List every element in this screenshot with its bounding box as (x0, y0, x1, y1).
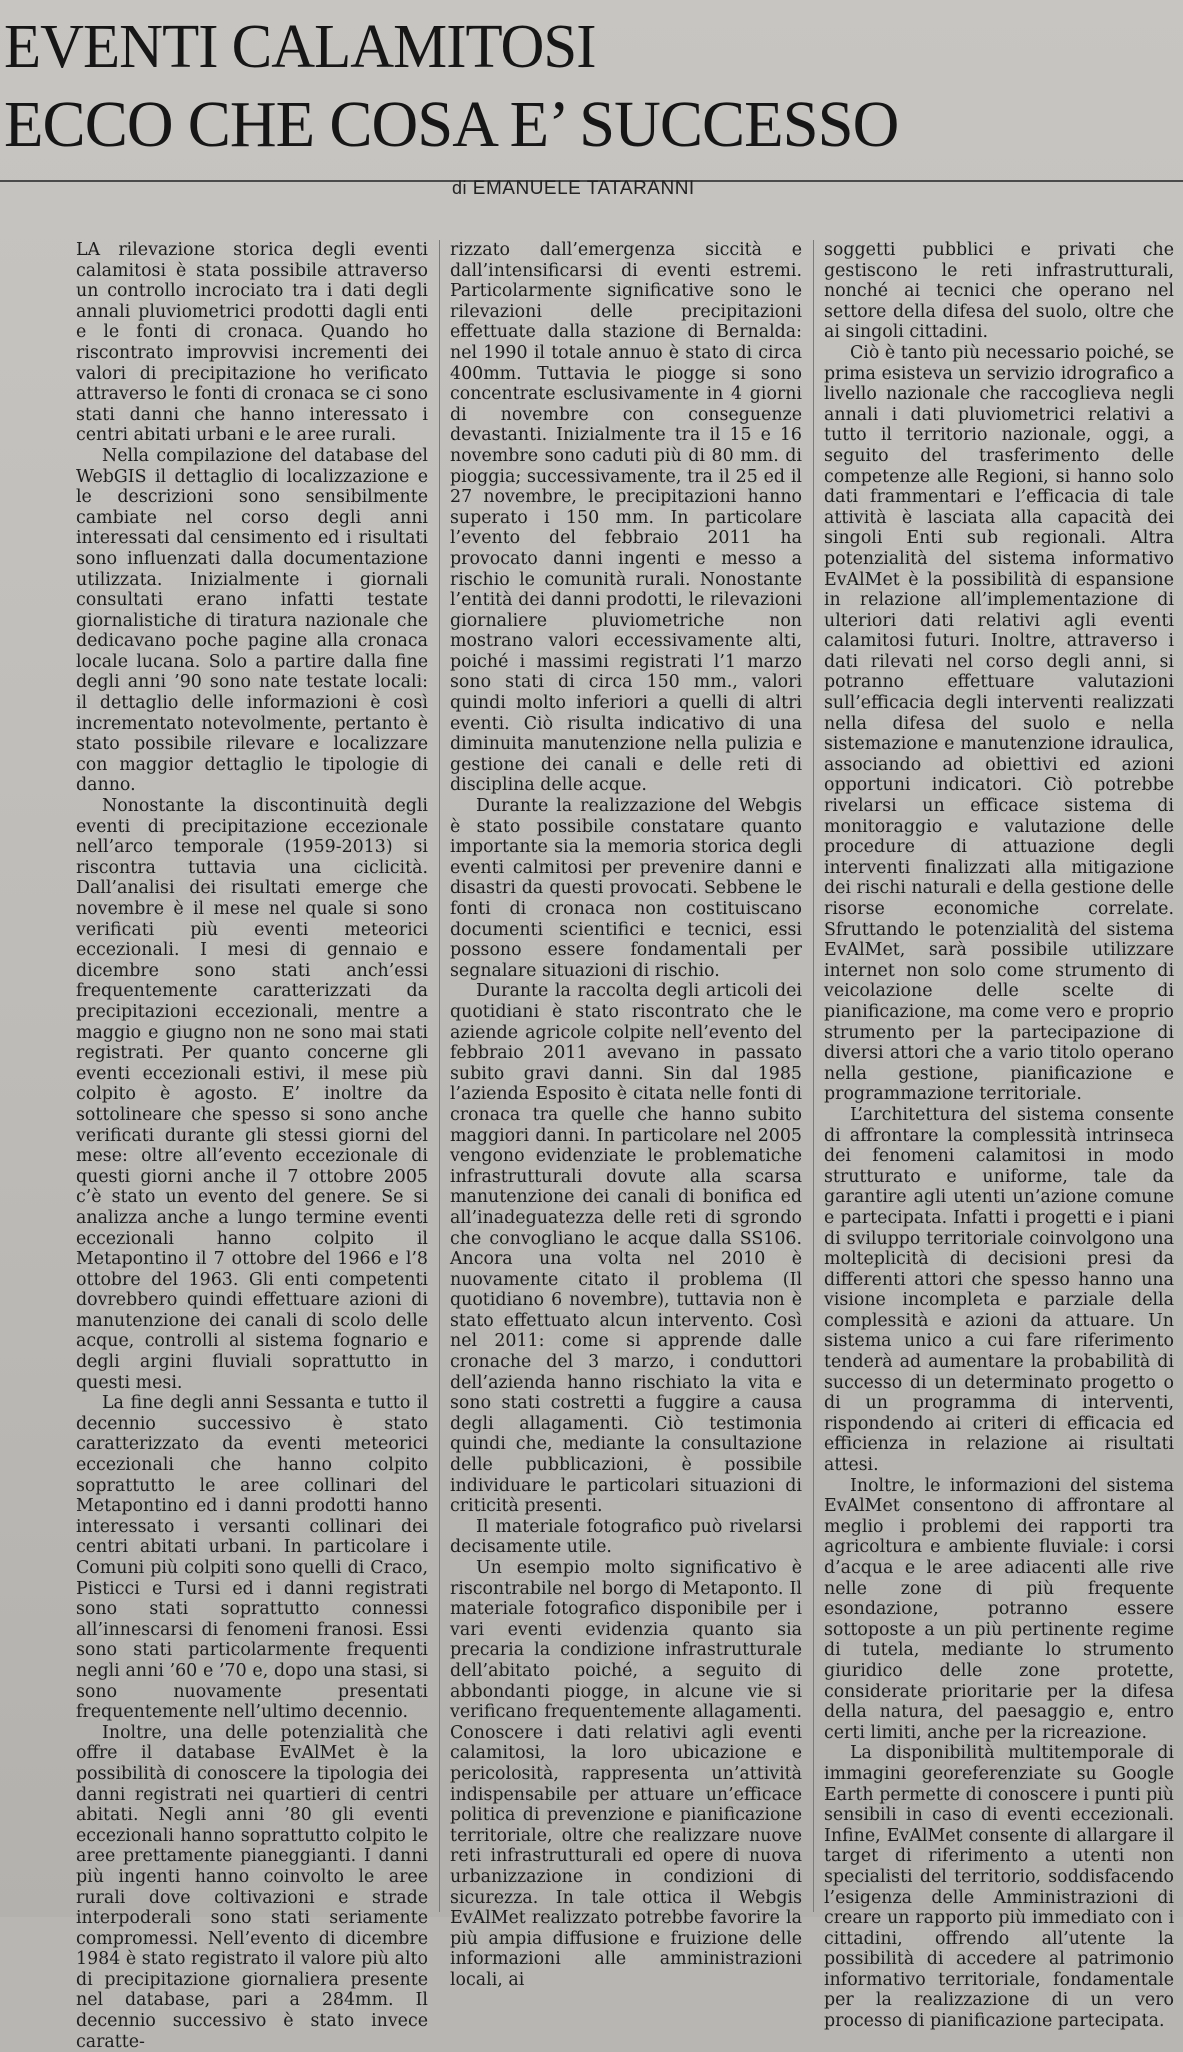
paragraph: Durante la realizzazione del Webgis è stato possibile constatare quanto importante sia la memoria storica degli eventi calmitosi per prevenire danni e disastri da questi provocati. Sebbene le fonti di cronaca non costituiscano documenti scientifici e tecnici, essi possono essere fondamentali per segnalare situazioni di rischio. (450, 796, 802, 981)
paragraph: La fine degli anni Sessanta e tutto il decennio successivo è stato caratterizzato da eventi meteorici eccezionali che hanno colpito soprattutto le aree collinari del Metapontino ed i danni prodotti hanno interessato i versanti collinari dei centri abitati urbani. In particolare i Comuni più colpiti sono quelli di Craco, Pisticci e Tursi ed i danni registrati sono stati soprattutto connessi all’innescarsi di fenomeni franosi. Essi sono stati particolarmente frequenti negli anni ’60 e ’70 e, dopo una stasi, si sono nuovamente presentati frequentemente nell’ultimo decennio. (76, 1393, 428, 1723)
paragraph: La disponibilità multitemporale di immagini georeferenziate su Google Earth permette di conoscere i punti più sensibili in caso di eventi eccezionali. Infine, EvAlMet consente di allargare il target di riferimento a utenti non specialisti del territorio, soddisfacendo l’esigenza delle Amministrazioni di creare un rapporto più immediato con i cittadini, offrendo all’utente la possibilità di accedere al patrimonio informativo territoriale, fondamentale per la realizzazione di un vero processo di pianificazione partecipata. (824, 1743, 1174, 2032)
byline-prefix: di (452, 178, 468, 198)
article-column-3 (824, 240, 1174, 2032)
byline (452, 178, 695, 200)
paragraph: Il materiale fotografico può rivelarsi decisamente utile. (450, 1516, 802, 1558)
paragraph: L’architettura del sistema consente di affrontare la complessità intrinseca dei fenomeni calamitosi in modo strutturato e uniforme, tale da garantire agli utenti un’azione comune e partecipata. Infatti i progetti e i piani di sviluppo territoriale coinvolgono una molteplicità di decisioni presi da differenti attori che spesso hanno una visione incompleta e parziale della complessità e azioni da attuare. Un sistema unico a cui fare riferimento tenderà ad aumentare la probabilità di successo di un determinato progetto o di un programma di interventi, rispondendo ai criteri di efficacia ed efficienza in relazione ai risultati attesi. (824, 1104, 1174, 1476)
headline-line-2: ECCO CHE COSA E’ SUCCESSO (4, 88, 899, 161)
article-column-2 (450, 240, 802, 1990)
article-column-1 (76, 240, 428, 2052)
paragraph: Nella compilazione del database del WebGIS il dettaglio di localizzazione e le descrizioni sono sensibilmente cambiate nel corso degli anni interessati dal censimento ed i risultati sono influenzati dalla documentazione utilizzata. Inizialmente i giornali consultati erano infatti testate giornalistiche di tiratura nazionale che dedicavano poche pagine alla cronaca locale lucana. Solo a partire dalla fine degli anni ’90 sono nate testate locali: il dettaglio delle informazioni è così incrementato notevolmente, pertanto è stato possibile rilevare e localizzare con maggior dettaglio le tipologie di danno. (76, 445, 428, 796)
article-body (76, 240, 1174, 2052)
paragraph: soggetti pubblici e privati che gestiscono le reti infrastrutturali, nonché ai tecnici che operano nel settore della difesa del suolo, oltre che ai singoli cittadini. (824, 240, 1174, 343)
paragraph: Durante la raccolta degli articoli dei quotidiani è stato riscontrato che le aziende agricole colpite nell’evento del febbraio 2011 avevano in passato subito gravi danni. Sin dal 1985 l’azienda Esposito è citata nelle fonti di cronaca tra quelle che hanno subito maggiori danni. In particolare nel 2005 vengono evidenziate le problematiche infrastrutturali dovute alla scarsa manutenzione dei canali di bonifica ed all’inadeguatezza delle reti di sgrondo che convogliano le acque dalla SS106. Ancora una volta nel 2010 è nuovamente citato il problema (Il quotidiano 6 novembre), tuttavia non è stato effettuato alcun intervento. Così nel 2011: come si apprende dalle cronache del 3 marzo, i conduttori dell’azienda hanno rischiato la vita e sono stati costretti a fuggire a causa degli allagamenti. Ciò testimonia quindi che, mediante la consultazione delle pubblicazioni, è possibile individuare le particolari situazioni di criticità presenti. (450, 981, 802, 1517)
paragraph: rizzato dall’emergenza siccità e dall’intensificarsi di eventi estremi. Particolarmente significative sono le rilevazioni delle precipitazioni effettuate dalla stazione di Bernalda: nel 1990 il totale annuo è stato di circa 400mm. Tuttavia le piogge si sono concentrate esclusivamente in 4 giorni di novembre con conseguenze devastanti. Inizialmente tra il 15 e 16 novembre sono caduti più di 80 mm. di pioggia; successivamente, tra il 25 ed il 27 novembre, le precipitazioni hanno superato i 150 mm. In particolare l’evento del febbraio 2011 ha provocato danni ingenti e messo a rischio le comunità rurali. Nonostante l’entità dei danni prodotti, le rilevazioni giornaliere pluviometriche non mostrano valori eccessivamente alti, poiché i massimi registrati l’1 marzo sono stati di circa 150 mm., valori quindi molto inferiori a quelli di altri eventi. Ciò risulta indicativo di una diminuita manutenzione nella pulizia e gestione dei canali e delle reti di disciplina delle acque. (450, 240, 802, 796)
paragraph: Ciò è tanto più necessario poiché, se prima esisteva un servizio idrografico a livello nazionale che raccoglieva negli annali i dati pluviometrici relativi a tutto il territorio nazionale, oggi, a seguito del trasferimento delle competenze alle Regioni, si hanno solo dati frammentari e l’efficacia di tale attività è lasciata alla capacità dei singoli Enti sub regionali. Altra potenzialità del sistema informativo EvAlMet è la possibilità di espansione in relazione all’implementazione di ulteriori dati relativi agli eventi calamitosi futuri. Inoltre, attraverso i dati rilevati nel corso degli anni, si potranno effettuare valutazioni sull’efficacia degli interventi realizzati nella difesa del suolo e nella sistemazione e manutenzione idraulica, associando ad obiettivi ed azioni opportuni indicatori. Ciò potrebbe rivelarsi un efficace sistema di monitoraggio e valutazione delle procedure di attuazione degli interventi finalizzati alla mitigazione dei rischi naturali e della gestione delle risorse economiche correlate. Sfruttando le potenzialità del sistema EvAlMet, sarà possibile utilizzare internet non solo come strumento di veicolazione delle scelte di pianificazione, ma come vero e proprio strumento per la partecipazione di diversi attori che a vario titolo operano nella gestione, pianificazione e programmazione territoriale. (824, 342, 1174, 1105)
headline (4, 8, 898, 164)
byline-author: EMANUELE TATARANNI (472, 178, 695, 199)
paragraph: Un esempio molto significativo è riscontrabile nel borgo di Metaponto. Il materiale fotografico disponibile per i vari eventi evidenzia quanto sia precaria la condizione infrastrutturale dell’abitato poiché, a seguito di abbondanti piogge, in alcune vie si verificano frequentemente allagamenti. Conoscere i dati relativi agli eventi calamitosi, la loro ubicazione e pericolosità, rappresenta un’attività indispensabile per attuare un’efficace politica di prevenzione e pianificazione territoriale, oltre che realizzare nuove reti infrastrutturali ed opere di nuova urbanizzazione in condizioni di sicurezza. In tale ottica il Webgis EvAlMet realizzato potrebbe favorire la più ampia diffusione e fruizione delle informazioni alle amministrazioni locali, ai (450, 1558, 802, 1990)
paragraph: Inoltre, una delle potenzialità che offre il database EvAlMet è la possibilità di conoscere la tipologia dei danni registrati nei quartieri di centri abitati. Negli anni ’80 gli eventi eccezionali hanno soprattutto colpito le aree prettamente pianeggianti. I danni più ingenti hanno coinvolto le aree rurali dove coltivazioni e strade interpoderali sono stati seriamente compromessi. Nell’evento di dicembre 1984 è stato registrato il valore più alto di precipitazione giornaliera presente nel database, pari a 284mm. Il decennio successivo è stato invece caratte- (76, 1722, 428, 2052)
paragraph: Nonostante la discontinuità degli eventi di precipitazione eccezionale nell’arco temporale (1959-2013) si riscontra tuttavia una ciclicità. Dall’analisi dei risultati emerge che novembre è il mese nel quale si sono verificati più eventi meteorici eccezionali. I mesi di gennaio e dicembre sono stati anch’essi frequentemente caratterizzati da precipitazioni eccezionali, mentre a maggio e giugno non ne sono mai stati registrati. Per quanto concerne gli eventi eccezionali estivi, il mese più colpito è agosto. E’ inoltre da sottolineare che spesso si sono anche verificati durante gli stessi giorni del mese: oltre all’evento eccezionale di questi giorni anche il 7 ottobre 2005 c’è stato un evento del genere. Se si analizza anche a lungo termine eventi eccezionali hanno colpito il Metapontino il 7 ottobre del 1966 e l’8 ottobre del 1963. Gli enti competenti dovrebbero quindi effettuare azioni di manutenzione dei canali di scolo delle acque, controlli al sistema fognario e degli argini fluviali soprattutto in questi mesi. (76, 796, 428, 1393)
paragraph: Inoltre, le informazioni del sistema EvAlMet consentono di affrontare al meglio i problemi dei rapporti tra agricoltura e ambiente fluviale: i corsi d’acqua e le aree adiacenti alle rive nelle zone di più frequente esondazione, potranno essere sottoposte a un più pertinente regime di tutela, mediante lo strumento giuridico delle zone protette, considerate prioritarie per la difesa della natura, del paesaggio e, entro certi limiti, anche per la ricreazione. (824, 1475, 1174, 1743)
headline-line-1: EVENTI CALAMITOSI (4, 13, 596, 81)
paragraph: LA rilevazione storica degli eventi calamitosi è stata possibile attraverso un controllo incrociato tra i dati degli annali pluviometrici prodotti dagli enti e le fonti di cronaca. Quando ho riscontrato improvvisi incrementi dei valori di precipitazione ho verificato attraverso le fonti di cronaca se ci sono stati danni che hanno interessato i centri abitati urbani e le aree rurali. (76, 240, 428, 446)
